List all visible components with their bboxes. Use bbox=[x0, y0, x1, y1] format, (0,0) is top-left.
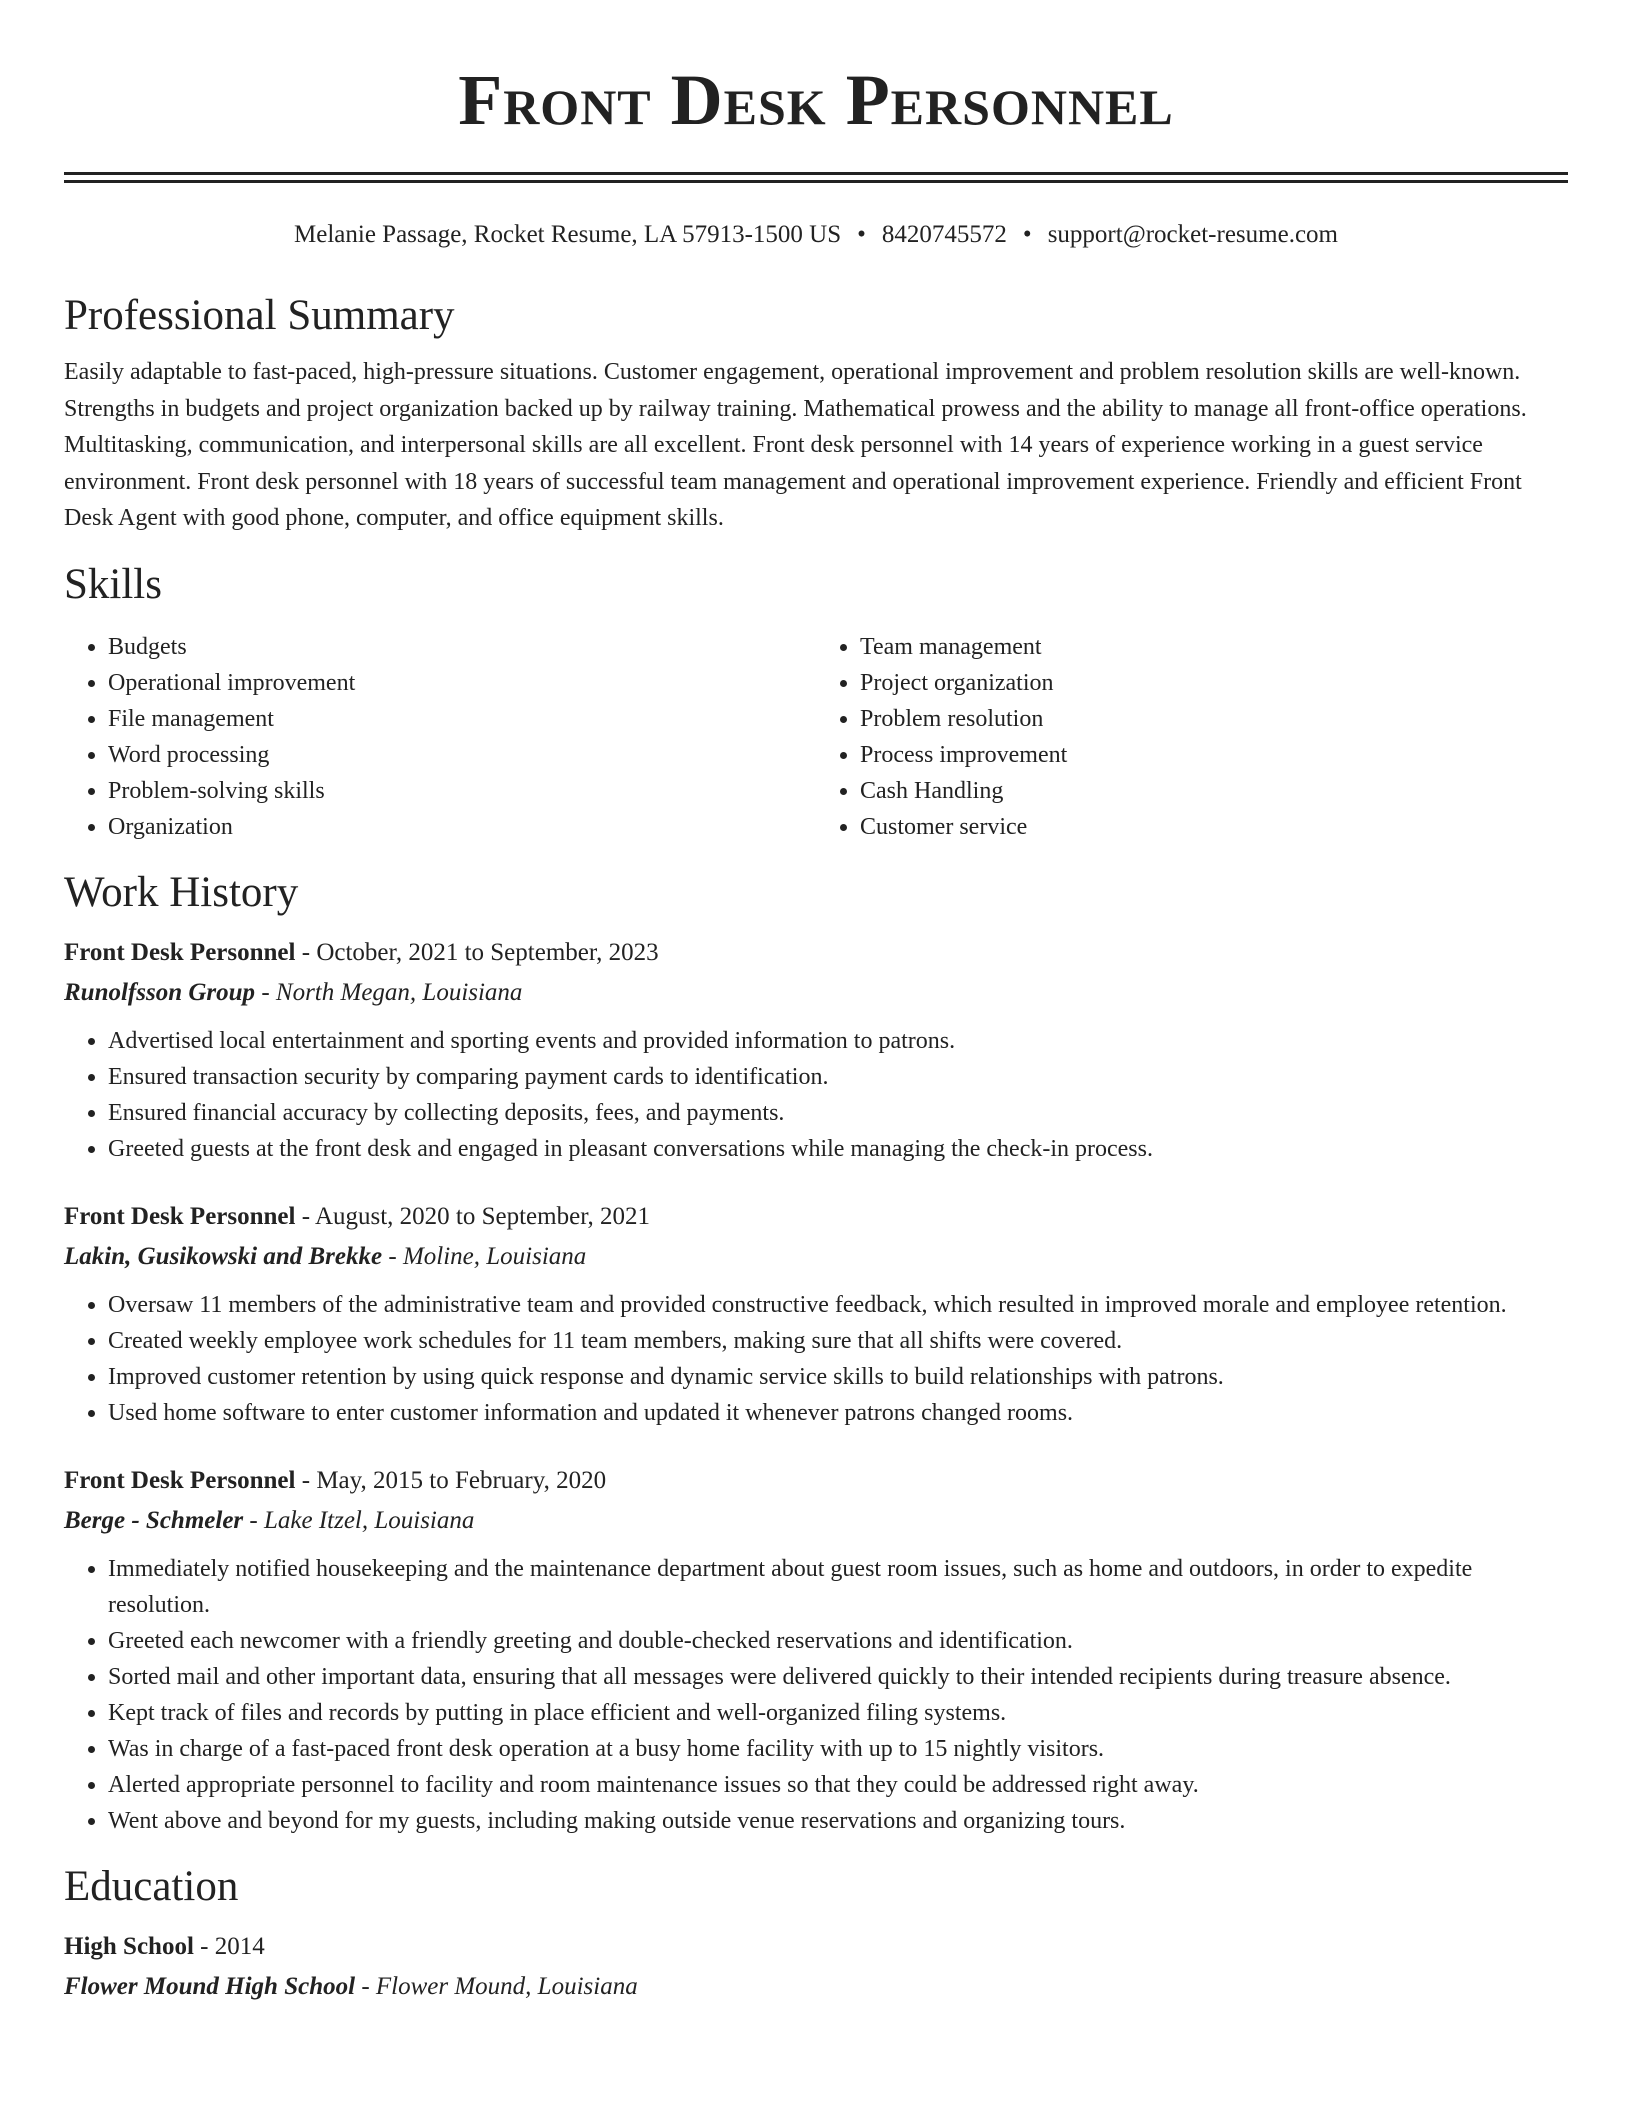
job-title: Front Desk Personnel bbox=[64, 938, 296, 966]
job-company-line: Berge - Schmeler - Lake Itzel, Louisiana bbox=[64, 1506, 475, 1534]
job-location: North Megan, Louisiana bbox=[275, 978, 523, 1006]
education-school-line: Flower Mound High School - Flower Mound, Louisiana bbox=[64, 1972, 638, 2000]
summary-text: Easily adaptable to fast-paced, high-pressure situations. Customer engagement, operational improvement and problem resolution skills are well-known. Strengths in budgets and project organization backed up by railway training. Mathematical prowess and the ability to manage all front-office operations. Multitasking, communication, and interpersonal skills are all excellent. Front desk personnel with 14 years of experience working in a guest service environment. Front desk personnel with 18 years of successful team management and operational improvement experience. Friendly and efficient Front Desk Agent with good phone, computer, and office equipment skills. bbox=[64, 359, 1527, 531]
job-bullet: • Advertised local entertainment and sporting events and provided information to patrons. bbox=[108, 1023, 1568, 1059]
job-bullet: • Ensured transaction security by comparing payment cards to identification. bbox=[108, 1059, 1568, 1095]
job-company: Lakin, Gusikowski and Brekke bbox=[64, 1242, 383, 1270]
contact-email: support@rocket-resume.com bbox=[1047, 221, 1338, 248]
job-entry bbox=[64, 933, 1568, 1167]
job-company-line: Runolfsson Group - North Megan, Louisiana bbox=[64, 978, 523, 1006]
job-company-line: Lakin, Gusikowski and Brekke - Moline, Louisiana bbox=[64, 1242, 587, 1270]
skill-item: • Problem resolution bbox=[860, 701, 1568, 737]
education-year: 2014 bbox=[214, 1932, 265, 1960]
job-dates: August, 2020 to September, 2021 bbox=[314, 1202, 651, 1230]
job-bullet: • Used home software to enter customer information and updated it whenever patrons changed rooms. bbox=[108, 1395, 1568, 1431]
work-history-section bbox=[64, 867, 1568, 1839]
education-location: Flower Mound, Louisiana bbox=[375, 1972, 638, 2000]
skills-columns bbox=[64, 629, 1568, 845]
skill-item: • Cash Handling bbox=[860, 773, 1568, 809]
contact-address: Melanie Passage, Rocket Resume, LA 57913-1500 US bbox=[294, 221, 842, 248]
job-bullet: • Immediately notified housekeeping and the maintenance department about guest room issues, such as home and outdoors, in order to expedite resolution. bbox=[108, 1551, 1568, 1623]
skills-list-right bbox=[816, 629, 1568, 845]
education-school: Flower Mound High School bbox=[64, 1972, 356, 2000]
job-location: Moline, Louisiana bbox=[402, 1242, 587, 1270]
job-company: Berge - Schmeler bbox=[64, 1506, 244, 1534]
summary-heading: Professional Summary bbox=[64, 292, 455, 339]
skill-item: • Customer service bbox=[860, 809, 1568, 845]
job-location: Lake Itzel, Louisiana bbox=[263, 1506, 475, 1534]
job-title: Front Desk Personnel bbox=[64, 1202, 296, 1230]
job-bullets bbox=[64, 1551, 1568, 1839]
skill-item: • Organization bbox=[108, 809, 816, 845]
skill-item: • Problem-solving skills bbox=[108, 773, 816, 809]
skill-item: • Process improvement bbox=[860, 737, 1568, 773]
job-bullets bbox=[64, 1287, 1568, 1431]
job-title-line: Front Desk Personnel - May, 2015 to February, 2020 bbox=[64, 1466, 607, 1494]
skill-item: • Operational improvement bbox=[108, 665, 816, 701]
skills-list-left bbox=[64, 629, 816, 845]
resume-title: Front Desk Personnel bbox=[458, 60, 1174, 140]
education-section bbox=[64, 1861, 1568, 2007]
job-bullet: • Greeted each newcomer with a friendly greeting and double-checked reservations and identification. bbox=[108, 1623, 1568, 1659]
contact-separator: • bbox=[857, 221, 866, 248]
job-entry bbox=[64, 1461, 1568, 1839]
job-bullet: • Alerted appropriate personnel to facility and room maintenance issues so that they could be addressed right away. bbox=[108, 1767, 1568, 1803]
job-bullet: • Ensured financial accuracy by collecting deposits, fees, and payments. bbox=[108, 1095, 1568, 1131]
skills-section bbox=[64, 559, 1568, 845]
contact-line bbox=[64, 218, 1568, 252]
job-title-line: Front Desk Personnel - August, 2020 to September, 2021 bbox=[64, 1202, 651, 1230]
skill-item: • Word processing bbox=[108, 737, 816, 773]
summary-section bbox=[64, 290, 1568, 537]
job-bullet: • Kept track of files and records by putting in place efficient and well-organized filing systems. bbox=[108, 1695, 1568, 1731]
title-divider bbox=[64, 172, 1568, 183]
contact-separator: • bbox=[1022, 221, 1032, 248]
skills-heading: Skills bbox=[64, 560, 162, 608]
job-title: Front Desk Personnel bbox=[64, 1466, 296, 1494]
job-entry bbox=[64, 1197, 1568, 1431]
education-degree-line: High School - 2014 bbox=[64, 1932, 265, 1960]
job-dates: October, 2021 to September, 2023 bbox=[316, 938, 659, 966]
job-bullet: • Went above and beyond for my guests, including making outside venue reservations and organizing tours. bbox=[108, 1803, 1568, 1839]
job-dates: May, 2015 to February, 2020 bbox=[316, 1466, 607, 1494]
job-company: Runolfsson Group bbox=[64, 978, 256, 1006]
work-history-heading: Work History bbox=[64, 868, 299, 916]
job-bullet: • Greeted guests at the front desk and engaged in pleasant conversations while managing the check-in process. bbox=[108, 1131, 1568, 1167]
contact-phone: 8420745572 bbox=[881, 221, 1007, 248]
skill-item: • Team management bbox=[860, 629, 1568, 665]
job-title-line: Front Desk Personnel - October, 2021 to September, 2023 bbox=[64, 938, 659, 966]
job-bullet: • Was in charge of a fast-paced front desk operation at a busy home facility with up to 15 nightly visitors. bbox=[108, 1731, 1568, 1767]
skill-item: • File management bbox=[108, 701, 816, 737]
job-bullet: • Improved customer retention by using quick response and dynamic service skills to build relationships with patrons. bbox=[108, 1359, 1568, 1395]
skill-item: • Project organization bbox=[860, 665, 1568, 701]
job-bullet: • Sorted mail and other important data, ensuring that all messages were delivered quickly to their intended recipients during treasure absence. bbox=[108, 1659, 1568, 1695]
education-heading: Education bbox=[64, 1862, 239, 1910]
job-bullets bbox=[64, 1023, 1568, 1167]
job-bullet: • Created weekly employee work schedules for 11 team members, making sure that all shifts were covered. bbox=[108, 1323, 1568, 1359]
skill-item: • Budgets bbox=[108, 629, 816, 665]
job-bullet: • Oversaw 11 members of the administrative team and provided constructive feedback, which resulted in improved morale and employee retention. bbox=[108, 1287, 1568, 1323]
education-entry bbox=[64, 1927, 1568, 2007]
education-degree: High School bbox=[64, 1932, 194, 1960]
